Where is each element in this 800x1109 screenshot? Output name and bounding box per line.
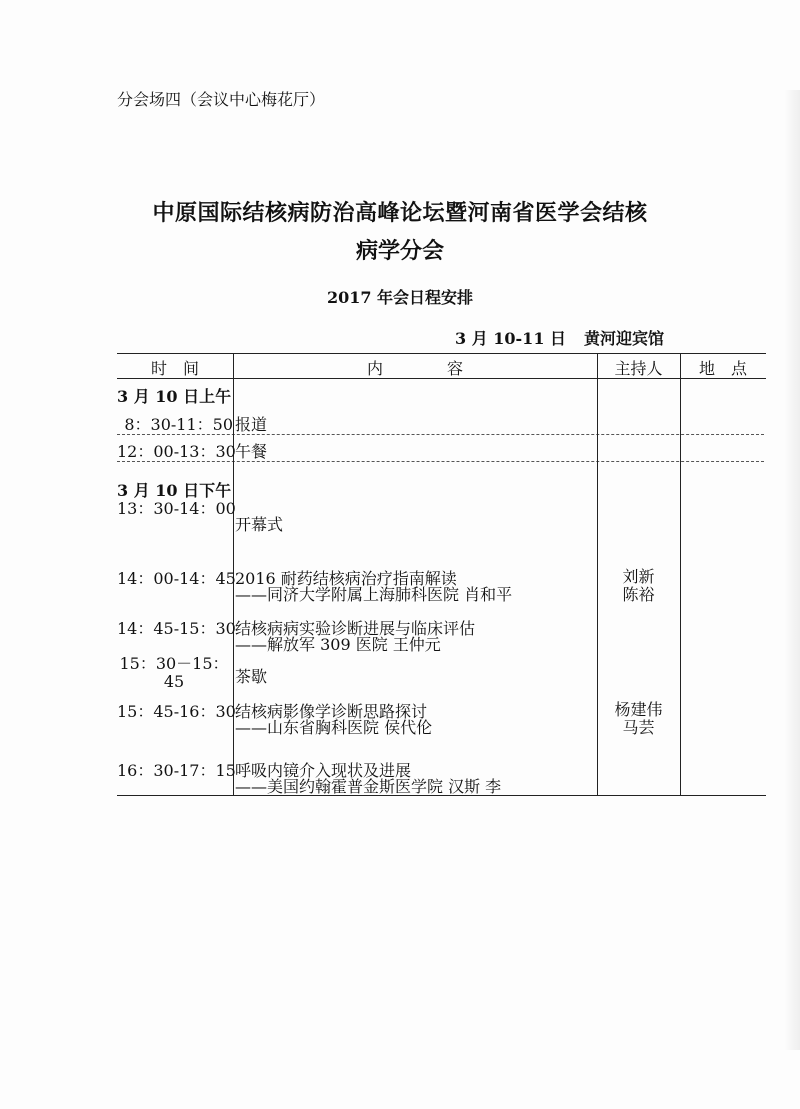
table-row-speaker: ——山东省胸科医院 侯代伦	[235, 718, 433, 737]
event-location: 黄河迎宾馆	[584, 329, 665, 348]
document-title-line1: 中原国际结核病防治高峰论坛暨河南省医学会结核	[152, 200, 648, 226]
column-header-location: 地 点	[698, 359, 747, 378]
table-row-time: 15：30－15：45	[119, 654, 229, 691]
table-row-speaker: ——美国约翰霍普金斯医学院 汉斯 李	[235, 777, 502, 796]
table-row-content: 茶歇	[235, 667, 268, 686]
column-divider	[680, 353, 681, 795]
table-row-time: 16：30-17：15	[117, 761, 236, 780]
table-row-time: 8：30-11：50	[124, 415, 233, 434]
column-header-content: 内 容	[366, 359, 463, 378]
table-row-content: 结核病病实验诊断进展与临床评估	[235, 619, 476, 638]
scan-edge-shadow	[784, 90, 800, 1050]
table-row-time: 13：30-14：00	[117, 499, 236, 518]
table-row-time: 14：00-14：45	[117, 569, 236, 588]
table-row-content: 呼吸内镜介入现状及进展	[235, 761, 412, 780]
table-row-speaker: ——同济大学附属上海肺科医院 肖和平	[235, 585, 513, 604]
table-row-time: 15：45-16：30	[117, 702, 236, 721]
table-top-border	[117, 353, 766, 354]
column-header-host: 主持人	[614, 359, 663, 378]
table-row-content: 2016 耐药结核病治疗指南解读	[235, 569, 457, 588]
venue-heading: 分会场四（会议中心梅花厅）	[117, 90, 326, 109]
table-row-host: 杨建伟 马芸	[614, 700, 663, 737]
document-subtitle: 2017 年会日程安排	[326, 288, 474, 307]
row-divider	[117, 461, 764, 462]
table-row-time: 14：45-15：30	[117, 619, 236, 638]
table-row-host: 刘新 陈裕	[622, 567, 655, 604]
date-location	[455, 326, 682, 349]
table-row-content: 开幕式	[235, 515, 284, 534]
section-label-afternoon: 3 月 10 日下午	[117, 481, 232, 500]
event-date: 3 月 10-11 日	[455, 329, 567, 348]
row-divider	[117, 434, 764, 435]
table-row-speaker: ——解放军 309 医院 王仲元	[235, 635, 441, 654]
section-label-morning: 3 月 10 日上午	[117, 387, 232, 406]
table-row-content: 报道	[235, 415, 268, 434]
document-title-line2: 病学分会	[355, 238, 444, 264]
column-header-time: 时 间	[150, 359, 199, 378]
table-row-content: 结核病影像学诊断思路探讨	[235, 702, 428, 721]
table-row-time: 12：00-13：30	[117, 442, 236, 461]
table-row-content: 午餐	[235, 442, 268, 461]
